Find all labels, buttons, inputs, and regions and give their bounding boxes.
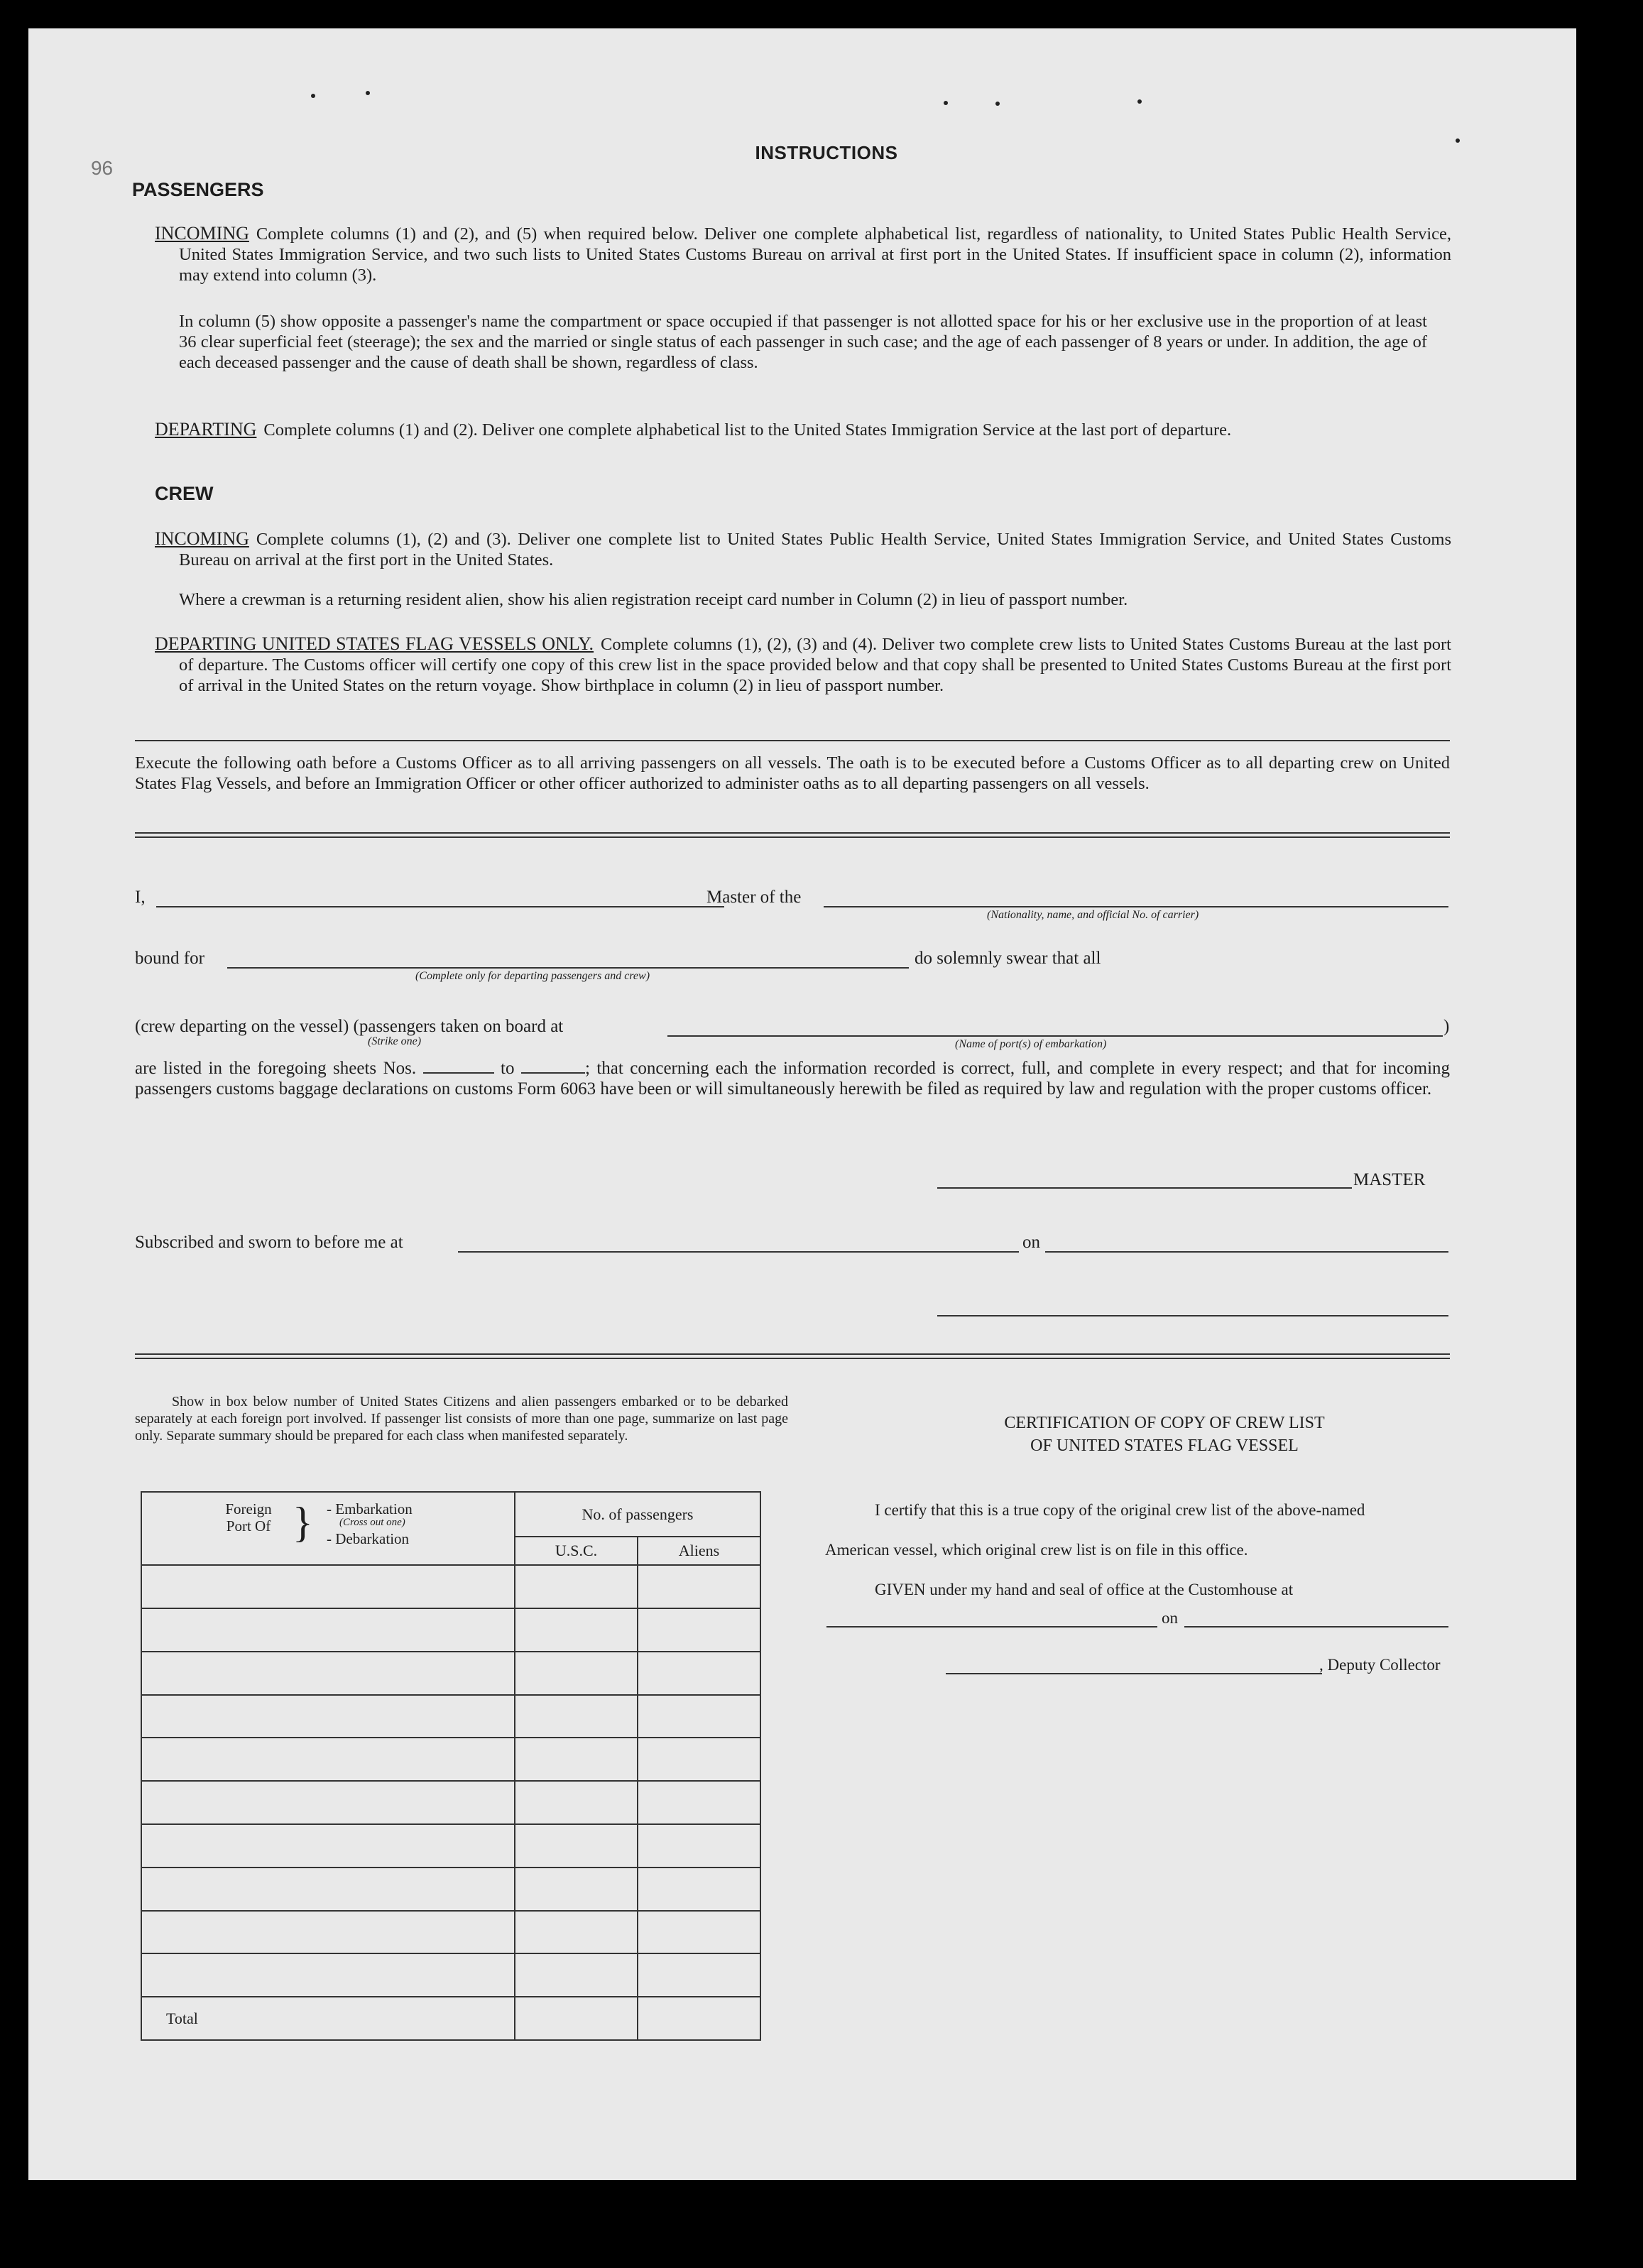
officer-signature-line[interactable] [937,1315,1448,1316]
aliens-header: Aliens [638,1537,760,1565]
master-label: MASTER [1353,1170,1426,1189]
certification-given: GIVEN under my hand and seal of office at the Customhouse at [875,1581,1294,1598]
port-cell[interactable] [141,1781,515,1824]
usc-cell[interactable] [515,1695,638,1738]
port-cell[interactable] [141,1868,515,1911]
foreign-port-of-label: Foreign Port Of [225,1500,272,1534]
crew-heading: CREW [155,483,214,504]
subscribed-label: Subscribed and sworn to before me at [135,1233,403,1252]
port-cell[interactable] [141,1738,515,1781]
embarkation-label: - Embarkation [327,1500,413,1517]
ports-line[interactable] [667,1035,1443,1037]
deputy-collector-label: , Deputy Collector [1319,1656,1441,1674]
crew-alien-paragraph: Where a crewman is a returning resident alien, show his alien registration receipt card number in Column (2) in lieu of passport number. [179,590,1128,609]
port-cell[interactable] [141,1953,515,1997]
aliens-cell[interactable] [638,1824,760,1868]
usc-cell[interactable] [515,1953,638,1997]
bound-for-label: bound for [135,949,204,968]
summary-note: Show in box below number of United States Citizens and alien passengers embarked or to be debarked separately at each foreign port involved. If passenger list consists of more than one page, summarize on last page only. Separate summary should be prepared for each class when manifested separately. [135,1394,788,1444]
nationality-caption: (Nationality, name, and official No. of carrier) [987,909,1199,921]
port-cell[interactable] [141,1695,515,1738]
carrier-line[interactable] [824,906,1448,907]
usc-cell[interactable] [515,1781,638,1824]
summary-table [141,1491,761,2041]
usc-cell[interactable] [515,1652,638,1695]
port-cell[interactable] [141,1565,515,1608]
aliens-cell[interactable] [638,1953,760,1997]
no-of-passengers-header: No. of passengers [515,1492,760,1537]
instructions-title: INSTRUCTIONS [755,142,898,163]
strike-one-caption: (Strike one) [368,1035,422,1047]
crew-incoming-lead: INCOMING [155,528,249,549]
sheet-to-line[interactable] [521,1064,585,1074]
crew-incoming-paragraph [155,528,1451,570]
sheet-from-line[interactable] [423,1064,494,1074]
cross-out-caption: (Cross out one) [339,1516,405,1528]
certification-on-label: on [1162,1609,1178,1627]
usc-cell[interactable] [515,1868,638,1911]
aliens-cell[interactable] [638,1868,760,1911]
listed-text-a: are listed in the foregoing sheets Nos. [135,1059,417,1078]
usc-cell[interactable] [515,1824,638,1868]
ports-caption: (Name of port(s) of embarkation) [955,1038,1107,1050]
aliens-cell[interactable] [638,1565,760,1608]
passengers-departing-text: Complete columns (1) and (2). Deliver one complete alphabetical list to the United States Immigration Service at the last port of departure. [263,420,1232,440]
foreign-port-header [141,1492,515,1565]
certification-heading-line-2: OF UNITED STATES FLAG VESSEL [1030,1436,1299,1455]
usc-cell[interactable] [515,1738,638,1781]
customhouse-line[interactable] [826,1626,1157,1628]
crew-departing-paragraph [155,633,1451,696]
divider [135,740,1450,741]
passengers-incoming-paragraph [155,223,1451,285]
form-sheet: 96 INSTRUCTIONS PASSENGERS INCOMING Complete columns (1) and (2), and (5) when required below. Deliver one complete alphabetical list, regardless of nationality, to United States Public Health Service, United States Immigration Service, and two such lists to United States Customs Bureau on arrival at first port in the United States. If insufficient space in column (2), information may extend into column (3). In column (5) show opposite a passenger's name the compartment or space occupied if that passenger is not allotted space for his or her exclusive use in the proportion of at least 36 clear superficial feet (steerage); the sex and the married or single status of each passenger in such case; and the age of each passenger of 8 years or under. In addition, the age of each deceased passenger and the cause of death shall be shown, regardless of class. DEPARTING Complete columns (1) and (2). Deliver one complete alphabetical list to the United States Immigration Service at the last port of departure. CREW INCOMING Complete columns (1), (2) and (3). Deliver one complete list to United States Public Health Service, United States Immigration Service, and United States Customs Bureau on arrival at the first port in the United States. Where a crewman is a returning resident alien, show his alien registration receipt card number in Column (2) in lieu of passport number. DEPARTING UNITED STATES FLAG VESSELS ONLY. Complete columns (1), (2), (3) and (4). Deliver two complete crew lists to United States Customs Bureau at the last port of departure. The Customs officer will certify one copy of this crew list in the space provided below and that copy shall be presented to United States Customs Bureau at the first port of arrival in the United States on the return voyage. Show birthplace in column (2) in lieu of passport number. Execute the following oath before a Customs Officer as to all arriving passengers on all vessels. The oath is to be executed before a Customs Officer as to all departing crew on United States Flag Vessels, and before an Immigration Officer or other officer authorized to administer oaths as to all departing passengers on all vessels. I, Master of the (Nationality, name, and official No. of carrier) bound for (Complete only for departing passengers and crew) do solemnly swear that all (crew departing on the vessel) (passengers taken on board at (Strike one) ) (Name of port(s) of embarkation) are listed in the foregoing sheets Nos. to ; that concerning each the information recorded is correct, full, and complete in every respect; and that for incoming passengers customs baggage declarations on customs Form 6063 have been or will simultaneously herewith be filed as required by law and regulation with the proper customs officer. MASTER Subscribed and sworn to before me at on Show in box below number of United States Citizens and alien passengers embarked or to be debarked separately at each foreign port involved. If passenger list consists of more than one page, summarize on last page only. Separate summary should be prepared for each class when manifested separately. Foreign Port Of } - Embarkation (Cross out one) - Debarkation No. of passengers U.S.C. Aliens Total CERTIFICATION OF COPY OF CREW LIST OF UNITED STATES FLAG VESSEL I certify that this is a true copy of the original crew list of the above-named American vessel, which original crew list is on file in this office. GIVEN under my hand and seal of office at the Customhouse at on , Deputy Collector [28,28,1576,2180]
aliens-cell[interactable] [638,1695,760,1738]
crew-incoming-text: Complete columns (1), (2) and (3). Deliver one complete list to United States Public Health Service, United States Immigration Service, and United States Customs Bureau on arrival at the first port in the United States. [179,530,1451,569]
close-paren: ) [1443,1017,1450,1036]
oath-intro: Execute the following oath before a Customs Officer as to all arriving passengers on all vessels. The oath is to be executed before a Customs Officer as to all departing crew on United States Flag Vessels, and before an Immigration Officer or other officer authorized to administer oaths as to all departing passengers on all vessels. [135,753,1450,793]
page-number: 96 [91,157,114,179]
certification-heading [852,1412,1477,1457]
port-cell[interactable] [141,1824,515,1868]
speck [366,91,370,95]
master-signature-line[interactable] [937,1187,1352,1189]
usc-cell[interactable] [515,1565,638,1608]
port-cell[interactable] [141,1911,515,1954]
listed-paragraph [135,1058,1450,1099]
certification-heading-line-1: CERTIFICATION OF COPY OF CREW LIST [1004,1414,1325,1432]
certification-date-line[interactable] [1184,1626,1448,1628]
double-divider-2 [135,1353,1450,1359]
complete-only-caption: (Complete only for departing passengers and crew) [415,970,650,982]
subscribed-place-line[interactable] [458,1251,1019,1253]
passengers-departing-lead: DEPARTING [155,419,257,440]
total-label: Total [141,1997,515,2040]
passengers-departing-paragraph [155,419,1451,440]
port-cell[interactable] [141,1608,515,1652]
oath-i-label: I, [135,888,146,907]
crew-departing-label: (crew departing on the vessel) (passengers taken on board at [135,1017,564,1036]
bound-for-line[interactable] [227,967,909,969]
aliens-cell[interactable] [638,1652,760,1695]
total-aliens-cell[interactable] [638,1997,760,2040]
passengers-incoming-text: Complete columns (1) and (2), and (5) when required below. Deliver one complete alphabetical list, regardless of nationality, to United States Public Health Service, United States Immigration Service, and two such lists to United States Customs Bureau on arrival at first port in the United States. If insufficient space in column (2), information may extend into column (3). [179,224,1451,285]
aliens-cell[interactable] [638,1738,760,1781]
crew-departing-text: Complete columns (1), (2), (3) and (4). Deliver two complete crew lists to United States Customs Bureau at the last port of departure. The Customs officer will certify one copy of this crew list in the space provided below and that copy shall be presented to United States Customs Bureau at the first port of arrival in the United States on the return voyage. Show birthplace in column (2) in lieu of passport number. [179,635,1451,695]
listed-to-label: to [501,1059,515,1078]
speck [944,101,948,105]
brace: } [293,1498,313,1546]
total-usc-cell[interactable] [515,1997,638,2040]
deputy-signature-line[interactable] [946,1673,1322,1674]
subscribed-date-line[interactable] [1045,1251,1448,1253]
crew-departing-lead: DEPARTING UNITED STATES FLAG VESSELS ONLY. [155,633,594,654]
passengers-column5-paragraph: In column (5) show opposite a passenger's name the compartment or space occupied if that passenger is not allotted space for his or her exclusive use in the proportion of at least 36 clear superficial feet (steerage); the sex and the married or single status of each passenger in such case; and the age of each passenger of 8 years or under. In addition, the age of each deceased passenger and the cause of death shall be shown, regardless of class. [179,312,1427,372]
aliens-cell[interactable] [638,1608,760,1652]
aliens-cell[interactable] [638,1781,760,1824]
speck [1137,99,1142,104]
certification-text-2: American vessel, which original crew list is on file in this office. [825,1541,1248,1559]
subscribed-on-label: on [1022,1233,1040,1252]
usc-cell[interactable] [515,1911,638,1954]
do-solemnly-label: do solemnly swear that all [915,949,1101,968]
certification-text-1: I certify that this is a true copy of the original crew list of the above-named [875,1501,1365,1519]
port-cell[interactable] [141,1652,515,1695]
aliens-cell[interactable] [638,1911,760,1954]
speck [995,102,1000,106]
double-divider [135,832,1450,838]
usc-header: U.S.C. [515,1537,638,1565]
passengers-heading: PASSENGERS [132,179,264,200]
debarkation-label: - Debarkation [327,1530,410,1547]
listed-text-b: ; that concerning each the information recorded is correct, full, and complete in every respect; and that for incoming passengers customs baggage declarations on customs Form 6063 have been or will simultaneously herewith be filed as required by law and regulation with the proper customs officer. [135,1059,1451,1098]
passengers-incoming-lead: INCOMING [155,223,249,244]
speck [311,94,315,98]
master-name-line[interactable] [156,906,724,907]
usc-cell[interactable] [515,1608,638,1652]
